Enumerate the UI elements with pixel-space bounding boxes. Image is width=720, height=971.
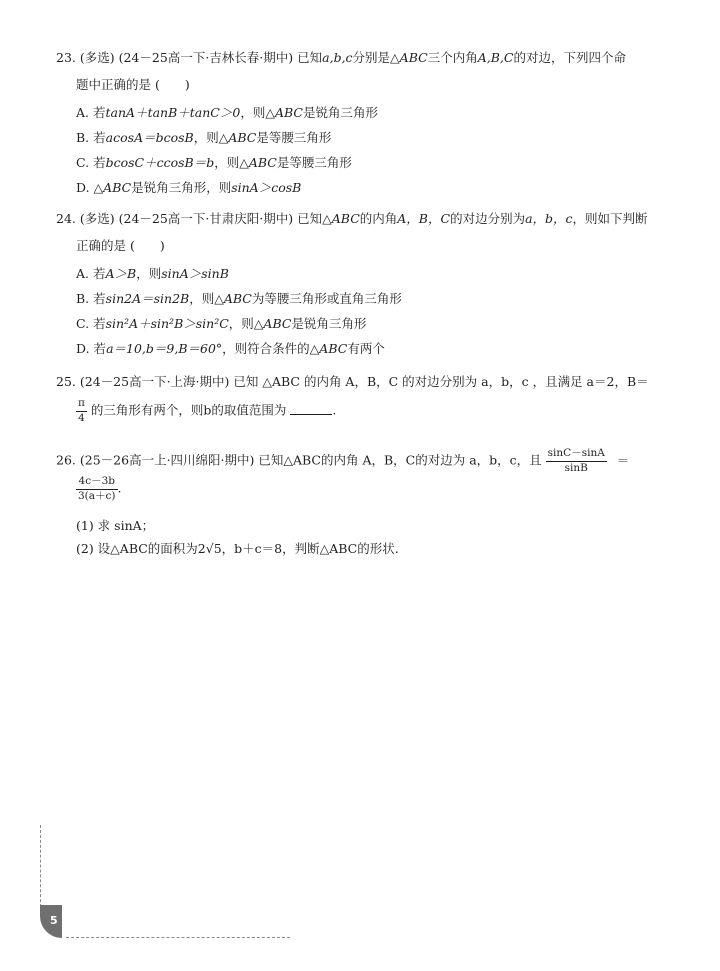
- option-math: ABC: [274, 105, 303, 120]
- question-24-stem-line1: [56, 213, 648, 226]
- stem-text: 已知△ABC的内角 A，B，C的对边为 a，b，c，且: [258, 452, 542, 468]
- question-source: (24－25高一下·吉林长春·期中): [118, 50, 294, 65]
- option-math: sinA＞sinB: [161, 266, 229, 281]
- option-math: A＞B: [105, 266, 137, 281]
- option-label: B.: [76, 130, 90, 145]
- option-math: ABC: [248, 155, 277, 170]
- option-text: ，则△: [228, 316, 264, 331]
- question-number: 26.: [56, 452, 76, 468]
- stem-text: 的三角形有两个，则b的取值范围为: [90, 402, 287, 418]
- option-a[interactable]: [76, 107, 378, 120]
- option-b[interactable]: [76, 293, 402, 306]
- fraction-numerator: π: [76, 398, 87, 412]
- option-label: D.: [76, 341, 90, 356]
- stem-text: ，则如下判断: [572, 211, 648, 226]
- option-text: ，则符合条件的△: [222, 341, 320, 356]
- answer-blank[interactable]: [290, 404, 332, 415]
- option-label: C.: [76, 155, 90, 170]
- question-26-line2: [76, 476, 122, 502]
- stem-text: 的对边，下列四个命: [513, 50, 626, 65]
- question-source: (24－25高一下·上海·期中): [79, 374, 230, 389]
- fraction-pi-over-4: [76, 398, 87, 424]
- fraction-sine-ratio: [546, 448, 607, 474]
- option-text: 是等腰三角形: [276, 155, 352, 170]
- question-source: (24－25高一下·甘肃庆阳·期中): [118, 211, 294, 226]
- stem-text: 已知: [297, 50, 323, 65]
- stem-text: 已知 △ABC 的内角 A，B，C 的对边分别为 a，b，c ，且满足 a＝2，B＝: [233, 374, 649, 389]
- option-text: 是锐角三角形，则: [131, 180, 232, 195]
- option-text: 若: [93, 316, 106, 331]
- stem-vars: a,b,c: [322, 50, 353, 65]
- question-25-line2: [76, 398, 336, 424]
- fraction-side-ratio: [76, 476, 118, 502]
- multi-select-tag: (多选): [79, 50, 115, 65]
- stem-text: 已知△: [297, 211, 332, 226]
- option-text: 若: [93, 291, 106, 306]
- option-text: ，则△: [189, 291, 224, 306]
- fraction-numerator: sinC－sinA: [546, 448, 607, 462]
- stem-triangle: ABC: [399, 50, 428, 65]
- question-26-line1: [56, 448, 629, 474]
- option-math: acosA＝bcosB: [105, 130, 194, 145]
- sub-question-1: (1) 求 sinA；: [76, 518, 155, 533]
- option-text: 若: [93, 130, 106, 145]
- option-math: ABC: [103, 180, 132, 195]
- option-math: tanA＋tanB＋tanC＞0: [105, 105, 241, 120]
- option-text: 若: [93, 266, 106, 281]
- option-text: 若: [93, 155, 106, 170]
- option-math: ABC: [263, 316, 292, 331]
- footer-horizontal-dash: [66, 937, 290, 938]
- stem-text: .: [332, 402, 337, 418]
- fraction-numerator: 4c－3b: [76, 476, 118, 490]
- option-text: ，则△: [240, 105, 275, 120]
- option-text: 为等腰三角形或直角三角形: [251, 291, 402, 306]
- option-math: a＝10,b＝9,B＝60°: [106, 341, 223, 356]
- option-c[interactable]: [76, 318, 366, 331]
- option-text: △: [93, 180, 104, 195]
- question-24-stem-line2: 正确的是 ( ): [76, 238, 165, 253]
- option-text: 若: [93, 341, 107, 356]
- option-math: ABC: [319, 341, 348, 356]
- option-label: C.: [76, 316, 90, 331]
- option-label: D.: [76, 180, 90, 195]
- stem-text: 的对边分别为: [450, 211, 526, 226]
- option-text: ，则△: [193, 130, 229, 145]
- question-23-stem-line2: 题中正确的是 ( ): [76, 77, 190, 92]
- option-b[interactable]: [76, 132, 331, 145]
- option-label: B.: [76, 291, 90, 306]
- stem-angles: A,B,C: [477, 50, 514, 65]
- page-number: 5: [50, 914, 58, 927]
- stem-text: .: [117, 480, 122, 496]
- question-23: [56, 52, 670, 202]
- option-text: 有两个: [347, 341, 385, 356]
- question-24: [56, 213, 670, 363]
- stem-text: 的内角: [359, 211, 398, 226]
- option-label: A.: [76, 105, 90, 120]
- question-number: 25.: [56, 374, 76, 389]
- option-text: 是锐角三角形: [291, 316, 367, 331]
- question-23-stem-line1: [56, 52, 626, 65]
- question-number: 24.: [56, 211, 76, 226]
- stem-text: 分别是△: [352, 50, 400, 65]
- fraction-denominator: sinB: [564, 461, 588, 474]
- stem-text: 三个内角: [427, 50, 478, 65]
- multi-select-tag: (多选): [79, 211, 115, 226]
- option-math: ABC: [228, 130, 257, 145]
- stem-vars: a，b，c: [525, 211, 573, 226]
- fraction-denominator: 4: [78, 411, 85, 424]
- option-text: 是锐角三角形: [302, 105, 378, 120]
- question-25-line1: [56, 376, 649, 389]
- option-math: sin2A＝sin2B: [105, 291, 190, 306]
- question-source: (25－26高一上·四川绵阳·期中): [79, 452, 255, 468]
- option-d[interactable]: [76, 182, 301, 195]
- stem-triangle: ABC: [331, 211, 360, 226]
- option-a[interactable]: [76, 268, 229, 281]
- option-text: ，则△: [214, 155, 249, 170]
- option-c[interactable]: [76, 157, 352, 170]
- option-math: sin²A＋sin²B＞sin²C: [105, 316, 229, 331]
- option-text: 是等腰三角形: [256, 130, 332, 145]
- option-text: 若: [93, 105, 106, 120]
- option-d[interactable]: [76, 343, 385, 356]
- question-26: [56, 440, 670, 570]
- option-math: bcosC＋ccosB＝b: [105, 155, 215, 170]
- question-number: 23.: [56, 50, 76, 65]
- option-math: ABC: [223, 291, 252, 306]
- question-25: [56, 376, 670, 436]
- sub-question-2: (2) 设△ABC的面积为2√5，b＋c＝8，判断△ABC的形状.: [76, 541, 399, 556]
- stem-angles: A，B，C: [397, 211, 451, 226]
- fraction-denominator: 3(a＋c): [78, 489, 116, 502]
- option-label: A.: [76, 266, 90, 281]
- option-text: ，则: [136, 266, 162, 281]
- footer-vertical-dash: [40, 825, 41, 907]
- option-math: sinA＞cosB: [231, 180, 302, 195]
- equals-sign: ＝: [616, 452, 630, 468]
